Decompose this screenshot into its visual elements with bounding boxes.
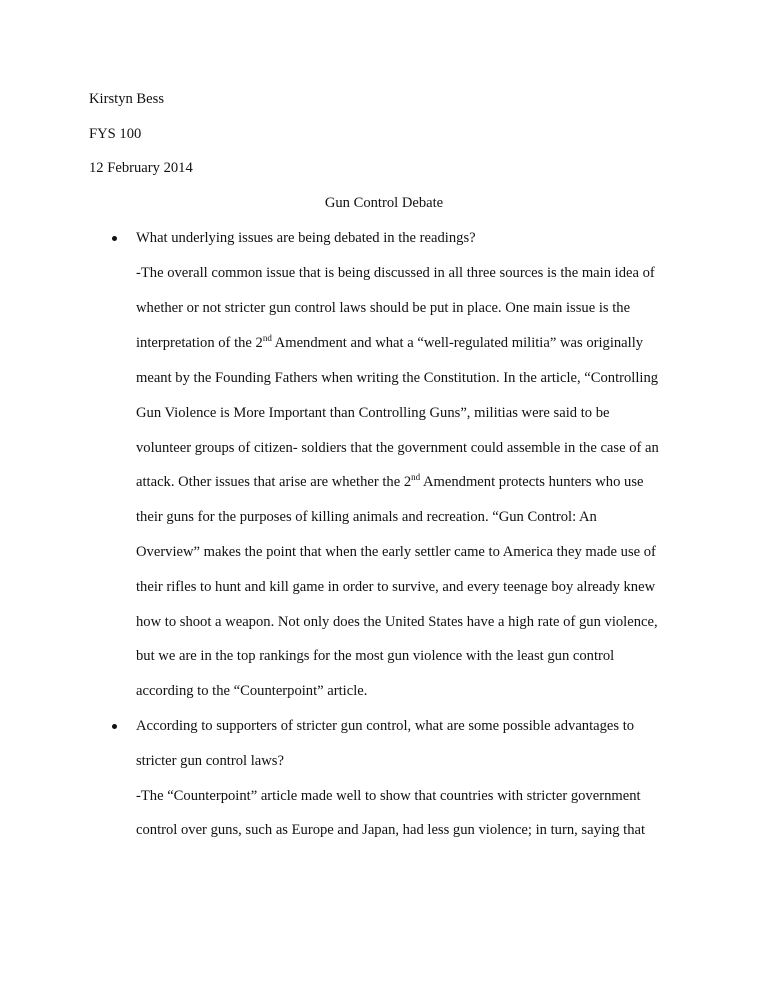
answer-1-line-5: Gun Violence is More Important than Controlling Guns”, militias were said to be (136, 405, 610, 421)
answer-1-line-6: volunteer groups of citizen- soldiers that the government could assemble in the case of an (136, 440, 659, 456)
answer-1-line-3-sup: nd (262, 333, 272, 343)
course-code: FYS 100 (89, 126, 142, 142)
document-title: Gun Control Debate (324, 195, 444, 211)
answer-2-line-2: control over guns, such as Europe and Japan, had less gun violence; in turn, saying that (136, 822, 646, 838)
question-1: What underlying issues are being debated in the readings? (136, 230, 476, 246)
answer-1-line-8: their guns for the purposes of killing animals and recreation. “Gun Control: An (136, 509, 597, 525)
answer-2-line-1: -The “Counterpoint” article made well to show that countries with stricter government (136, 788, 641, 804)
answer-1-line-2: whether or not stricter gun control laws should be put in place. One main issue is the (136, 300, 631, 316)
answer-1-line-11: how to shoot a weapon. Not only does the United States have a high rate of gun violence, (136, 614, 658, 630)
answer-1-line-10: their rifles to hunt and kill game in order to survive, and every teenage boy already knew (136, 579, 656, 595)
answer-1-line-3-post: Amendment and what a “well-regulated militia” was originally (271, 335, 644, 351)
question-2-line-2: stricter gun control laws? (136, 753, 284, 769)
answer-1-line-9: Overview” makes the point that when the early settler came to America they made use of (136, 544, 656, 560)
answer-1-line-7 (136, 472, 643, 492)
answer-1-line-7-post: Amendment protects hunters who use (420, 474, 644, 490)
author-name: Kirstyn Bess (89, 91, 164, 107)
answer-1-line-13: according to the “Counterpoint” article. (136, 683, 368, 699)
answer-1-line-4: meant by the Founding Fathers when writing the Constitution. In the article, “Controlling (136, 370, 659, 386)
answer-1-line-12: but we are in the top rankings for the most gun violence with the least gun control (136, 648, 615, 664)
answer-1-line-1: -The overall common issue that is being discussed in all three sources is the main idea of (136, 265, 655, 281)
answer-1-line-7-pre: attack. Other issues that arise are whether the 2 (136, 474, 412, 490)
answer-1-line-7-sup: nd (411, 472, 421, 482)
answer-1-line-3-pre: interpretation of the 2 (136, 335, 263, 351)
document-date: 12 February 2014 (89, 160, 193, 176)
answer-1-line-3 (136, 333, 643, 353)
question-2-line-1: According to supporters of stricter gun control, what are some possible advantages to (136, 718, 635, 734)
